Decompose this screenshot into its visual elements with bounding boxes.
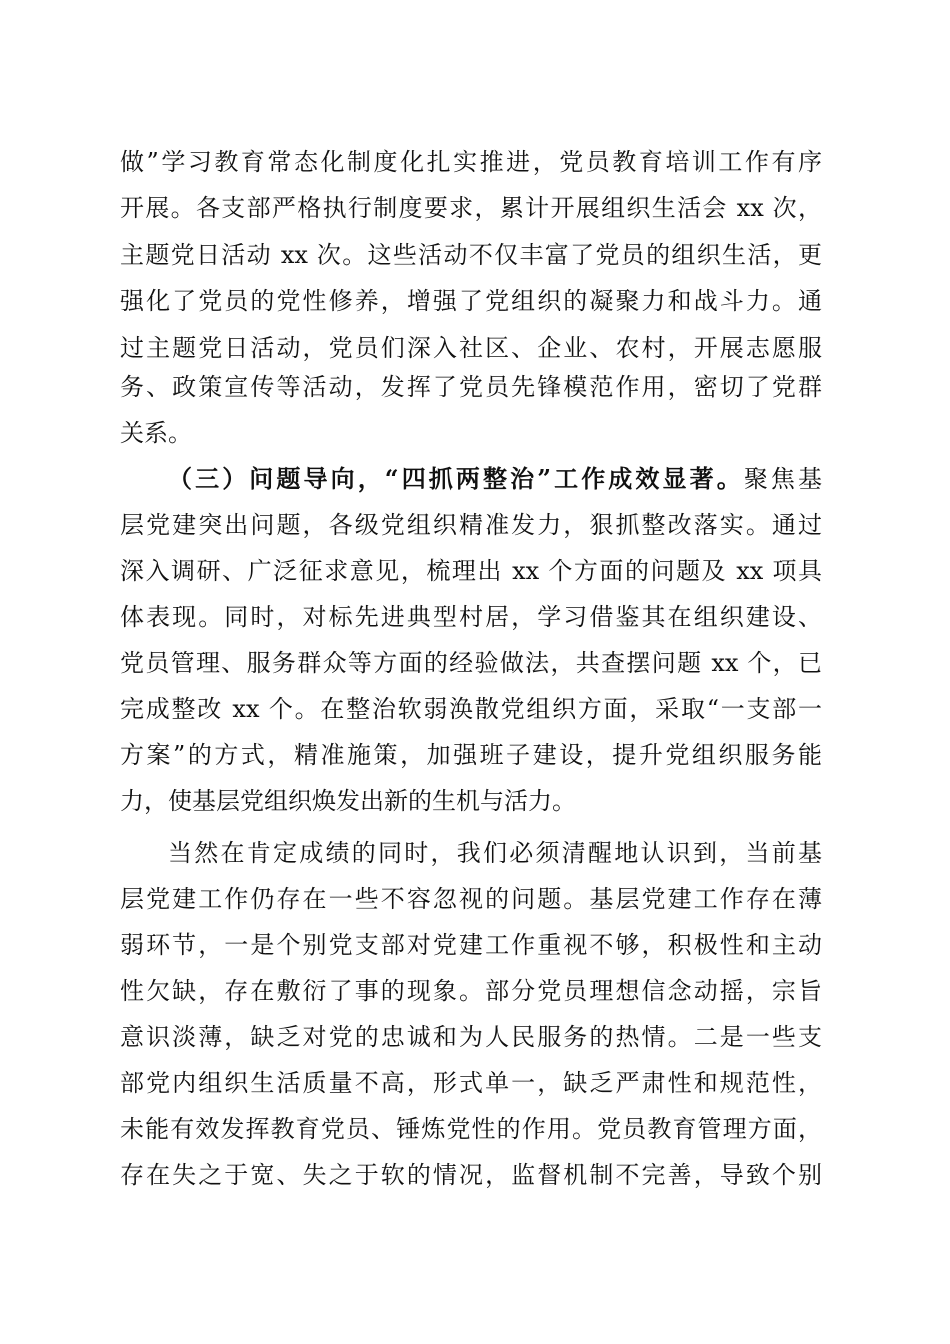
- text-line: 部党内组织生活质量不高，形式单一，缺乏严肃性和规范性，: [120, 1069, 822, 1097]
- text-line: 做”学习教育常态化制度化扎实推进，党员教育培训工作有序: [120, 148, 822, 176]
- text-line: 务、政策宣传等活动，发挥了党员先锋模范作用，密切了党群: [120, 373, 822, 401]
- text-line: 过主题党日活动，党员们深入社区、企业、农村，开展志愿服: [120, 334, 822, 362]
- section-heading-rest: 聚焦基: [743, 465, 823, 493]
- text-line: 党员管理、服务群众等方面的经验做法，共查摆问题 xx 个，已: [120, 649, 822, 677]
- text-line: 层党建突出问题，各级党组织精准发力，狠抓整改落实。通过: [120, 511, 822, 539]
- text-line: 弱环节，一是个别党支部对党建工作重视不够，积极性和主动: [120, 931, 822, 959]
- section-heading: （三）问题导向，“四抓两整治”工作成效显著。: [168, 464, 744, 493]
- text-line: 完成整改 xx 个。在整治软弱涣散党组织方面，采取“一支部一: [120, 695, 822, 723]
- text-line: 当然在肯定成绩的同时，我们必须清醒地认识到，当前基: [168, 839, 822, 867]
- text-line: 未能有效发挥教育党员、锤炼党性的作用。党员教育管理方面，: [120, 1115, 822, 1143]
- text-line: 力，使基层党组织焕发出新的生机与活力。: [120, 787, 576, 815]
- text-line: 关系。: [120, 419, 192, 447]
- text-line: 方案”的方式，精准施策，加强班子建设，提升党组织服务能: [120, 741, 822, 769]
- text-line: 层党建工作仍存在一些不容忽视的问题。基层党建工作存在薄: [120, 885, 822, 913]
- text-line: 开展。各支部严格执行制度要求，累计开展组织生活会 xx 次，: [120, 194, 822, 222]
- text-line: 强化了党员的党性修养，增强了党组织的凝聚力和战斗力。通: [120, 287, 822, 315]
- text-line: 主题党日活动 xx 次。这些活动不仅丰富了党员的组织生活，更: [120, 241, 822, 269]
- text-line: 意识淡薄，缺乏对党的忠诚和为人民服务的热情。二是一些支: [120, 1023, 822, 1051]
- text-line: 性欠缺，存在敷衍了事的现象。部分党员理想信念动摇，宗旨: [120, 977, 822, 1005]
- text-line: 深入调研、广泛征求意见，梳理出 xx 个方面的问题及 xx 项具: [120, 557, 822, 585]
- text-line: 存在失之于宽、失之于软的情况，监督机制不完善，导致个别: [120, 1161, 822, 1189]
- text-line: 体表现。同时，对标先进典型村居，学习借鉴其在组织建设、: [120, 603, 822, 631]
- section-heading-line: [168, 456, 822, 502]
